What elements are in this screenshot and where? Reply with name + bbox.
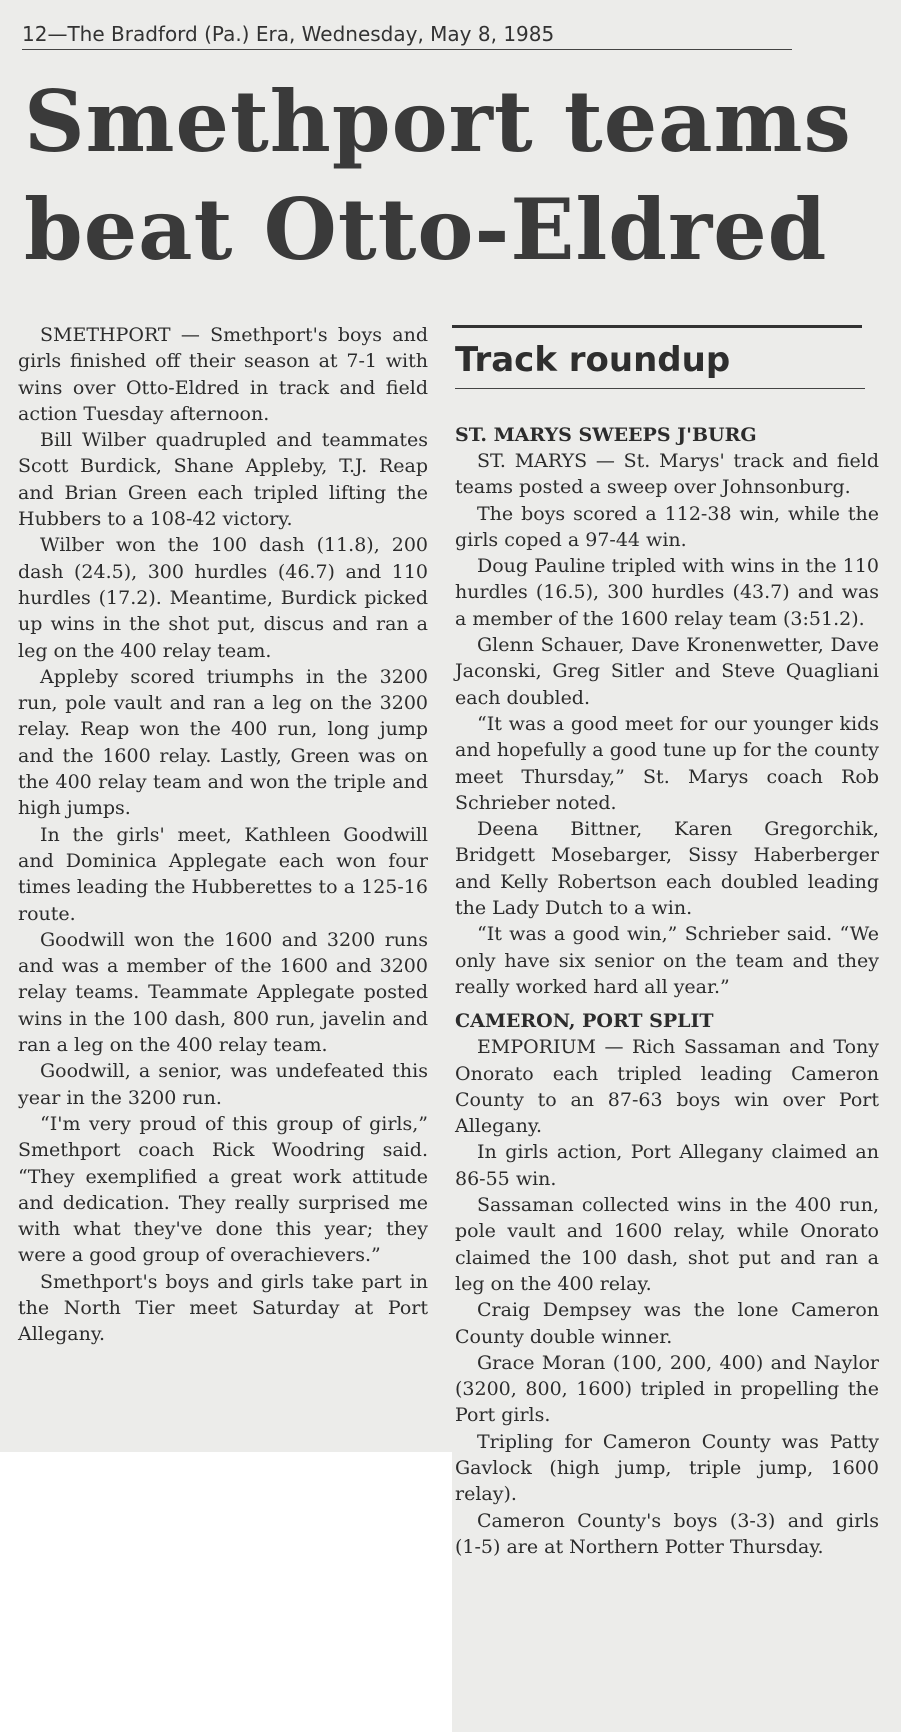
story-paragraph: Wilber won the 100 dash (11.8), 200 dash (24.5), 300 hurdles (46.7) and 110 hurdles (17.2). Meantime, Burdick picked up wins in the shot put, discus and ran a leg on the 400 relay team. <box>18 534 428 662</box>
section-heading: ST. MARYS SWEEPS J'BURG <box>455 424 757 446</box>
section-heading: CAMERON, PORT SPLIT <box>455 1010 714 1033</box>
main-story-column <box>18 322 428 1348</box>
roundup-paragraph: Doug Pauline tripled with wins in the 110 hurdles (16.5), 300 hurdles (43.7) and was a member of the 1600 relay team (3:51.2). <box>455 555 879 630</box>
headline-line-2: beat Otto-Eldred <box>24 180 828 279</box>
story-paragraph: Bill Wilber quadrupled and teammates Scott Burdick, Shane Appleby, T.J. Reap and Brian Green each tripled lifting the Hubbers to a 108-42 victory. <box>18 429 428 531</box>
roundup-paragraph: In girls action, Port Allegany claimed an 86-55 win. <box>455 1141 879 1190</box>
headline <box>24 68 884 284</box>
roundup-title: Track roundup <box>455 336 865 389</box>
roundup-paragraph: Grace Moran (100, 200, 400) and Naylor (3200, 800, 1600) tripled in propelling the Port girls. <box>455 1351 879 1427</box>
roundup-paragraph: Glenn Schauer, Dave Kronenwetter, Dave Jaconski, Greg Sitler and Steve Quagliani each doubled. <box>455 634 879 709</box>
roundup-paragraph: Sassaman collected wins in the 400 run, pole vault and 1600 relay, while Onorato claimed the 100 dash, shot put and ran a leg on the 400 relay. <box>455 1194 879 1295</box>
roundup-paragraph: Cameron County's boys (3-3) and girls (1-5) are at Northern Potter Thursday. <box>455 1509 879 1558</box>
story-paragraph: SMETHPORT — Smethport's boys and girls finished off their season at 7-1 with wins over Otto-Eldred in track and field action Tuesday afternoon. <box>18 324 428 425</box>
roundup-paragraph: Tripling for Cameron County was Patty Gavlock (high jump, triple jump, 1600 relay). <box>455 1430 879 1506</box>
roundup-column <box>455 422 879 1560</box>
story-paragraph: Goodwill, a senior, was undefeated this year in the 3200 run. <box>18 1060 428 1109</box>
roundup-top-rule <box>452 325 862 328</box>
roundup-paragraph: “It was a good win,” Schrieber said. “We only have six senior on the team and they really worked hard all year.” <box>455 923 879 998</box>
roundup-paragraph: The boys scored a 112-38 win, while the girls coped a 97-44 win. <box>455 502 879 551</box>
roundup-paragraph: EMPORIUM — Rich Sassaman and Tony Onorato each tripled leading Cameron County to an 87-63 boys win over Port Allegany. <box>455 1036 879 1138</box>
story-paragraph: Appleby scored triumphs in the 3200 run, pole vault and ran a leg on the 3200 relay. Reap won the 400 run, long jump and the 1600 relay. Lastly, Green was on the 400 relay team and won the triple and high jumps. <box>18 665 428 820</box>
story-paragraph: Smethport's boys and girls take part in the North Tier meet Saturday at Port Allegany. <box>18 1270 428 1346</box>
roundup-paragraph: ST. MARYS — St. Marys' track and field teams posted a sweep over Johnsonburg. <box>455 450 879 499</box>
page-folio: 12—The Bradford (Pa.) Era, Wednesday, May 8, 1985 <box>22 22 792 50</box>
roundup-paragraph: Craig Dempsey was the lone Cameron County double winner. <box>455 1299 879 1348</box>
roundup-paragraph: Deena Bittner, Karen Gregorchik, Bridgett Mosebarger, Sissy Haberberger and Kelly Robertson each doubled leading the Lady Dutch to a win. <box>455 818 879 920</box>
story-paragraph: “I'm very proud of this group of girls,” Smethport coach Rick Woodring said. “They exemplified a great work attitude and dedication. They really surprised me with what they've done this year; they were a good group of overachievers.” <box>18 1112 428 1267</box>
headline-line-1: Smethport teams <box>24 72 852 171</box>
story-paragraph: Goodwill won the 1600 and 3200 runs and was a member of the 1600 and 3200 relay teams. Teammate Applegate posted wins in the 100 dash, 800 run, javelin and ran a leg on the 400 relay team. <box>18 928 428 1057</box>
roundup-paragraph: “It was a good meet for our younger kids and hopefully a good tune up for the county meet Thursday,” St. Marys coach Rob Schrieber noted. <box>455 712 879 814</box>
story-paragraph: In the girls' meet, Kathleen Goodwill and Dominica Applegate each won four times leading the Hubberettes to a 125-16 route. <box>18 823 428 925</box>
